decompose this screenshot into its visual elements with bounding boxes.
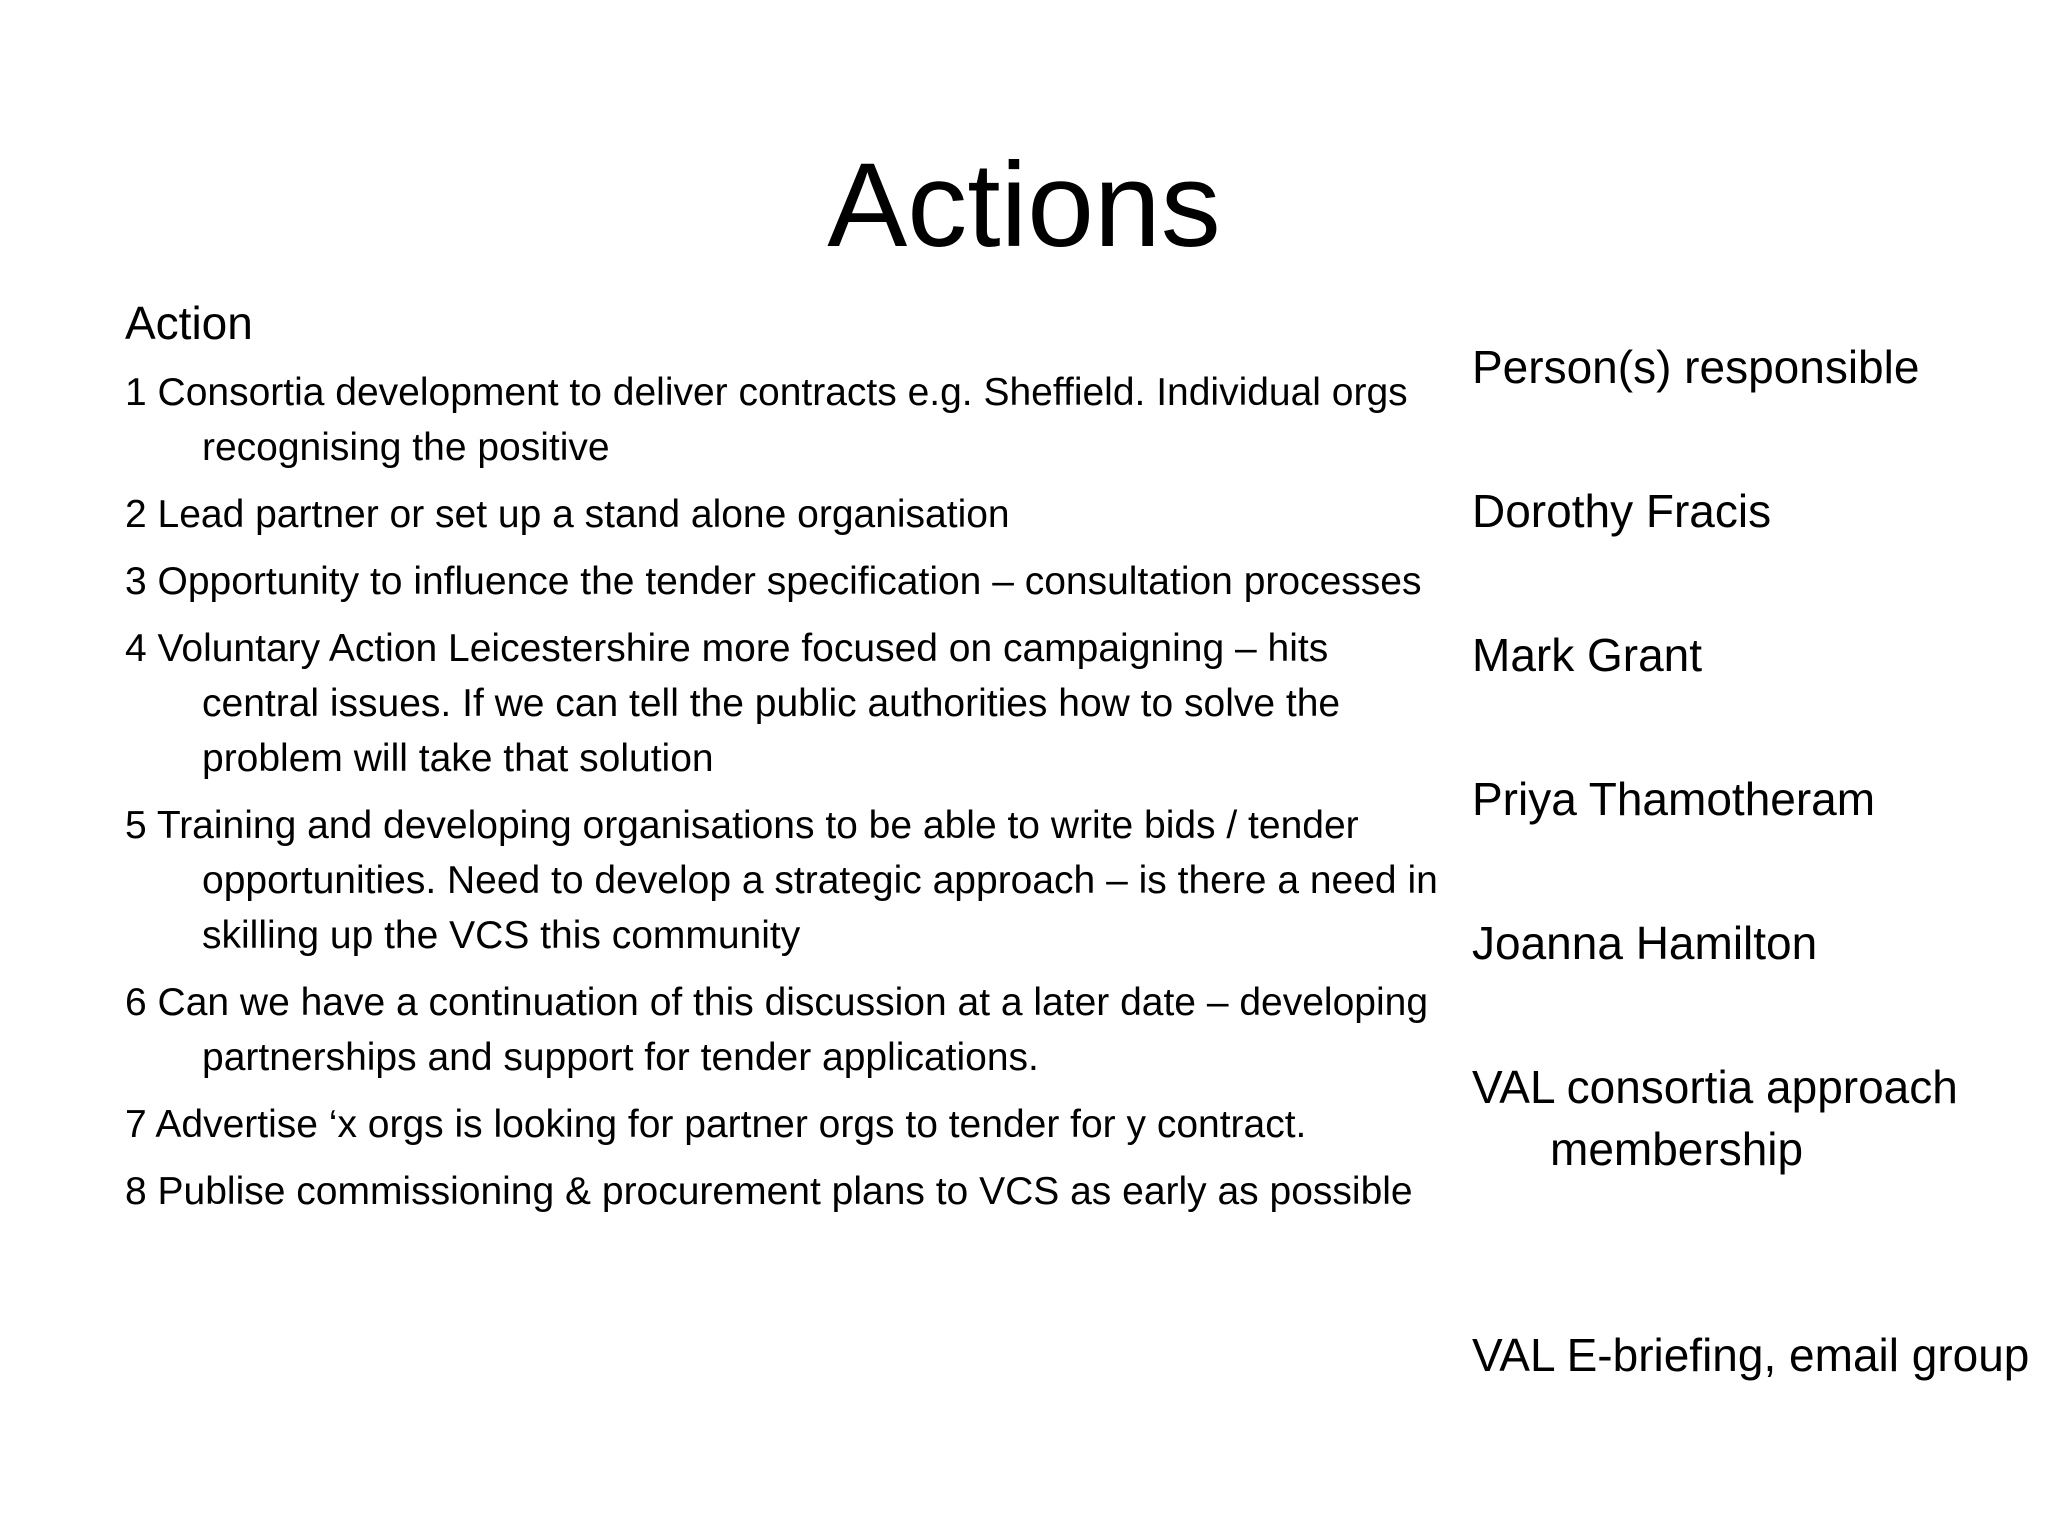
action-item-1: 1 Consortia development to deliver contracts e.g. Sheffield. Individual orgs recognising the positive <box>125 371 1408 469</box>
responsible-item-5: VAL consortia approach membership <box>1472 1061 1958 1175</box>
action-item-3: 3 Opportunity to influence the tender specification – consultation processes <box>125 560 1422 603</box>
responsible-item-6: VAL E-briefing, email group <box>1472 1329 2030 1381</box>
responsible-column <box>1472 336 2032 1386</box>
responsible-item-1: Dorothy Fracis <box>1472 485 1772 537</box>
responsible-heading: Person(s) responsible <box>1472 341 1920 393</box>
action-item-6: 6 Can we have a continuation of this discussion at a later date – developing partnerships and support for tender applications. <box>125 981 1429 1079</box>
responsible-item-2: Mark Grant <box>1472 629 1703 681</box>
action-item-2: 2 Lead partner or set up a stand alone organisation <box>125 493 1010 536</box>
actions-heading: Action <box>125 297 253 349</box>
action-item-7: 7 Advertise ‘x orgs is looking for partner orgs to tender for y contract. <box>125 1103 1307 1146</box>
actions-column <box>125 295 1445 1231</box>
action-item-8: 8 Publise commissioning & procurement plans to VCS as early as possible <box>125 1170 1413 1213</box>
responsible-item-3: Priya Thamotheram <box>1472 773 1876 825</box>
slide-title: Actions <box>827 138 1221 272</box>
responsible-item-4: Joanna Hamilton <box>1472 917 1818 969</box>
action-item-4: 4 Voluntary Action Leicestershire more focused on campaigning – hits central issues. If we can tell the public authorities how to solve the problem will take that solution <box>125 627 1341 780</box>
action-item-5: 5 Training and developing organisations to be able to write bids / tender opportunities. Need to develop a strategic approach – is there a need in skilling up the VCS this community <box>125 804 1438 957</box>
